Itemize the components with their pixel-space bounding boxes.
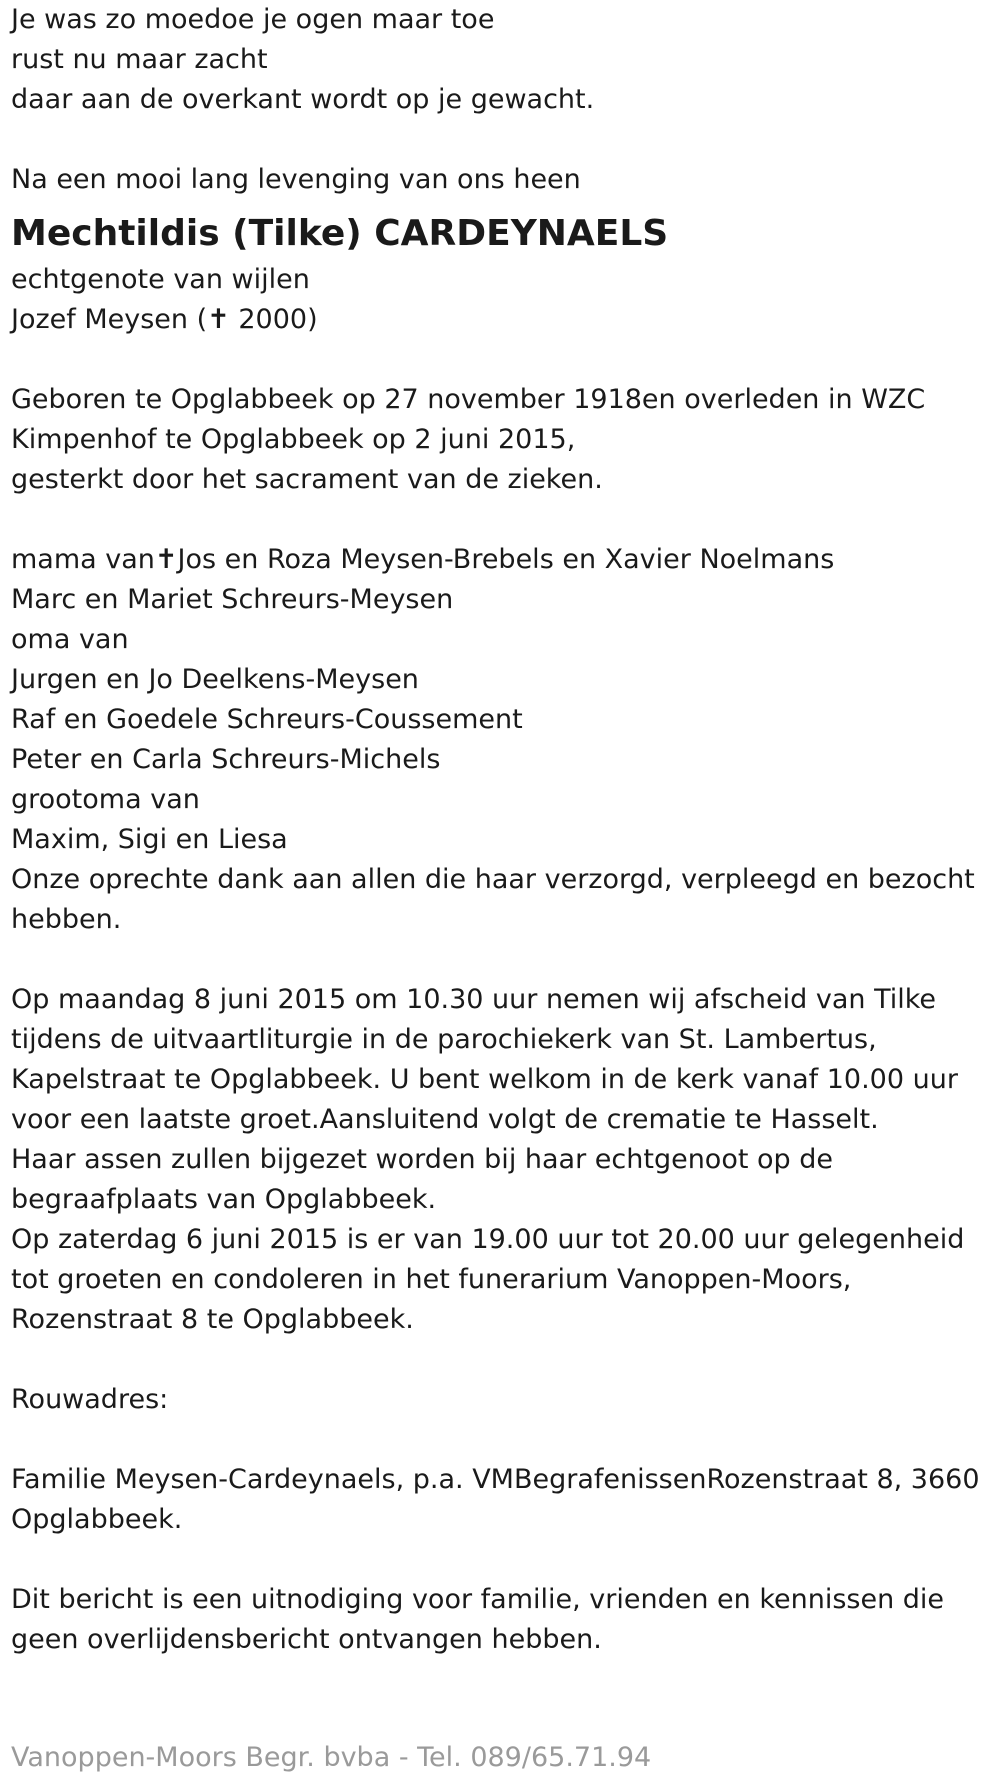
spouse-info xyxy=(11,260,986,340)
rouwadres-label: Rouwadres: xyxy=(11,1384,169,1415)
invitation-line: Dit bericht is een uitnodiging voor familie, vrienden en kennissen die xyxy=(11,1584,945,1615)
obituary-notice xyxy=(11,0,986,1660)
ceremony-line: Rozenstraat 8 te Opglabbeek. xyxy=(11,1304,414,1335)
rouwadres xyxy=(11,1460,986,1540)
spouse-line: Jozef Meysen (✝ 2000) xyxy=(11,304,318,335)
ceremony-line: tot groeten en condoleren in het funerarium Vanoppen-Moors, xyxy=(11,1264,852,1295)
family-list xyxy=(11,540,986,940)
invitation-line: geen overlijdensbericht ontvangen hebben. xyxy=(11,1624,602,1655)
family-line: Marc en Mariet Schreurs-Meysen xyxy=(11,584,454,615)
family-line: oma van xyxy=(11,624,129,655)
ceremony-line: Haar assen zullen bijgezet worden bij haar echtgenoot op de xyxy=(11,1144,833,1175)
poem-line: Je was zo moedoe je ogen maar toe xyxy=(11,4,495,35)
birth-death-info xyxy=(11,380,986,500)
poem-line: daar aan de overkant wordt op je gewacht. xyxy=(11,84,595,115)
family-line: Raf en Goedele Schreurs-Coussement xyxy=(11,704,523,735)
spouse-line: echtgenote van wijlen xyxy=(11,264,310,295)
family-line: hebben. xyxy=(11,904,122,935)
ceremony-line: Kapelstraat te Opglabbeek. U bent welkom in de kerk vanaf 10.00 uur xyxy=(11,1064,958,1095)
birth-death-line: gesterkt door het sacrament van de zieken. xyxy=(11,464,603,495)
family-line: grootoma van xyxy=(11,784,200,815)
rouwadres-line: Familie Meysen-Cardeynaels, p.a. VMBegrafenissenRozenstraat 8, 3660 xyxy=(11,1464,980,1495)
ceremony-line: Op zaterdag 6 juni 2015 is er van 19.00 uur tot 20.00 uur gelegenheid xyxy=(11,1224,965,1255)
deceased-name: Mechtildis (Tilke) CARDEYNAELS xyxy=(11,213,669,254)
family-line: Maxim, Sigi en Liesa xyxy=(11,824,288,855)
family-line: Jurgen en Jo Deelkens-Meysen xyxy=(11,664,419,695)
poem-line: rust nu maar zacht xyxy=(11,44,268,75)
family-line: mama van✝Jos en Roza Meysen-Brebels en Xavier Noelmans xyxy=(11,544,835,575)
ceremony-line: begraafplaats van Opglabbeek. xyxy=(11,1184,437,1215)
poem xyxy=(11,0,986,120)
birth-death-line: Geboren te Opglabbeek op 27 november 1918en overleden in WZC xyxy=(11,384,926,415)
family-line: Onze oprechte dank aan allen die haar verzorgd, verpleegd en bezocht xyxy=(11,864,975,895)
intro-text: Na een mooi lang levenging van ons heen xyxy=(11,164,581,195)
ceremony-line: tijdens de uitvaartliturgie in de parochiekerk van St. Lambertus, xyxy=(11,1024,877,1055)
ceremony-info xyxy=(11,980,986,1340)
ceremony-line: Op maandag 8 juni 2015 om 10.30 uur nemen wij afscheid van Tilke xyxy=(11,984,937,1015)
funeral-home-footer: Vanoppen-Moors Begr. bvba - Tel. 089/65.71.94 xyxy=(11,1742,652,1773)
rouwadres-line: Opglabbeek. xyxy=(11,1504,183,1535)
invitation-note xyxy=(11,1580,986,1660)
family-line: Peter en Carla Schreurs-Michels xyxy=(11,744,441,775)
ceremony-line: voor een laatste groet.Aansluitend volgt de crematie te Hasselt. xyxy=(11,1104,879,1135)
birth-death-line: Kimpenhof te Opglabbeek op 2 juni 2015, xyxy=(11,424,576,455)
